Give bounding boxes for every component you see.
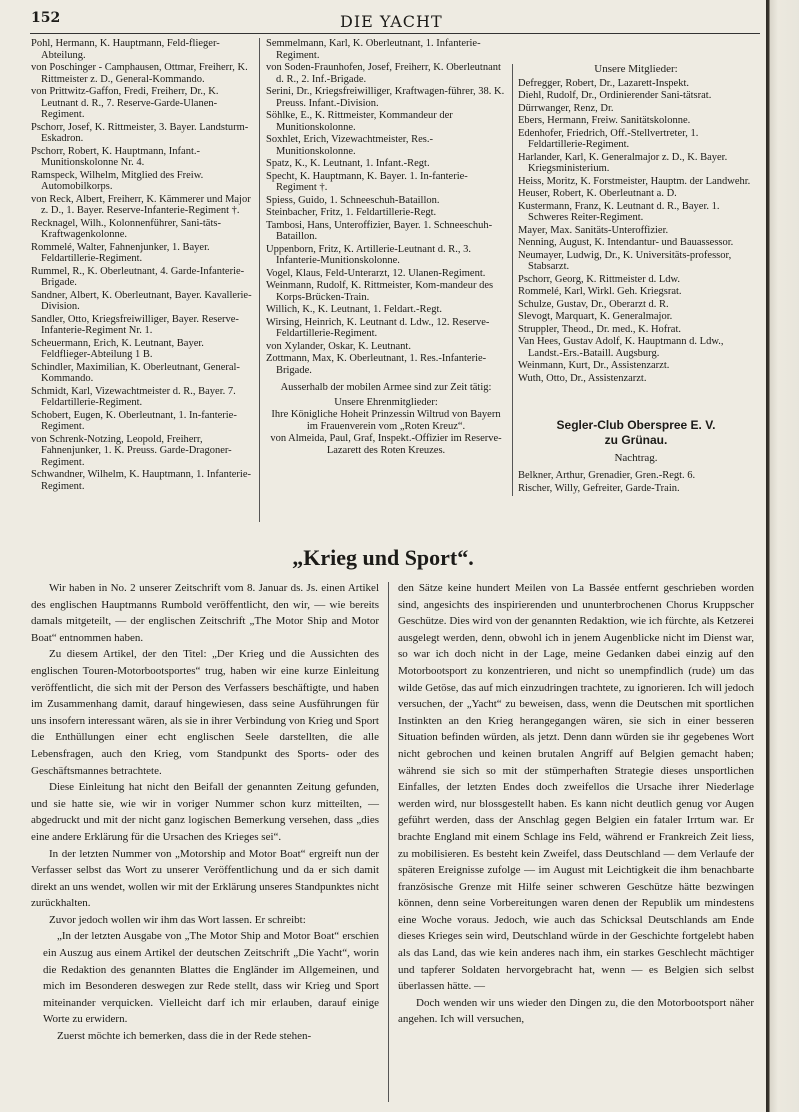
members-heading: Unsere Mitglieder:	[594, 63, 678, 75]
list-item: Schindler, Maximilian, K. Oberleutnant, General-Kommando.	[31, 361, 240, 384]
list-item: Sandner, Albert, K. Oberleutnant, Bayer. Kavallerie-Division.	[31, 289, 252, 312]
list-item: von Xylander, Oskar, K. Leutnant.	[266, 340, 411, 352]
list-item: von Reck, Albert, Freiherr, K. Kämmerer und Major z. D., 1. Bayer. Reserve-Infanterie-Regiment †.	[31, 193, 251, 216]
list-item: Schmidt, Karl, Vizewachtmeister d. R., Bayer. 7. Feldartillerie-Regiment.	[31, 385, 236, 408]
paragraph: den Sätze keine hundert Meilen von La Bassée entfernt geschrieben worden sind, angesichts des inspirierenden und ununterbrochenen Chorus Kruppscher Geschütze. Dies wird von der genannten Redaktion, wie ich fürchte, als Ketzerei ausgelegt werden, denn, obwohl ich in jenem Augenblicke nicht im Dienst war, so war ich doch nicht in der Lage, meine Gedanken dabei einzig auf den Motorbootsport zu konzentrieren, und nicht so unempfindlich (rude) um das wilde Getöse, das auf mich einzudringen trachtete, zu ignorieren. Ich will jedoch versuchen, der „Yacht“ zu beweisen, dass, wenn die Deutschen mit sportlichen Instinkten an den Krieg herangegangen wären, sie sich in einer besseren Situation befinden würden, als jetzt. Denn dann würden sie ihr gegebenes Wort nicht gebrochen und keinen brutalen Angriff auf Belgien gemacht haben; während sie sich so mit der stümperhaften Strategie dieses unsportlichen Einfalles, der letzten Endes doch zweifellos die Ursache ihrer Niederlage werden wird, nur blossgestellt haben. Es kann nicht deutlich genug vor Augen geführt werden, dass der Anschlag gegen Belgien ein fataler Irrtum war. Er brachte England mit einem Schlage ins Feld, während er Frankreich Zeit liess, zu mobilisieren. Es besteht kein Zweifel, dass Deutschland — dem Verlaufe der späteren Ereignisse zufolge — im August mit Leichtigkeit die ihm benachbarte französische Grenze mit Hilfe seiner schweren Geschütze hätte bezwingen können, denn seine Vorbereitungen waren denen der Republik um mindestens eine Woche voraus. Jedoch, wie auch das Schicksal Deutschlands am Ende dieses Krieges sein wird, Deutschland würde in der Geschichte fortgelebt haben als das Land, das wie kein anderes nach ihm, ein starkes Geschlecht mächtiger und tapferer Soldaten hervorgebracht hat, wenn — es Belgien sich selbst überlassen hätte. —	[398, 582, 754, 993]
list-item: Serini, Dr., Kriegsfreiwilliger, Kraftwagen-führer, 38. K. Preuss. Infant.-Division.	[266, 86, 505, 109]
list-item: Neumayer, Ludwig, Dr., K. Universitäts-professor, Stabsarzt.	[518, 249, 732, 272]
paragraph: Zu diesem Artikel, der den Titel: „Der Krieg und die Aussichten des englischen Touren-Motorbootsportes“ trug, haben wir eine kurze Einleitung veröffentlicht, die sich mit der Person des Verfassers beschäftigte, und haben im Zusammenhang damit, darauf hingewiesen, dass seine Ausführungen für uns insofern interessant wären, als sie in ihrer Verbindung von Krieg und Sport die Enthüllungen einer echt englischen Seele darstellten, die alle Lebensfragen, auch den Krieg, vom Standpunkt des Sports- oder des Geschäftsmannes betrachtete.	[31, 648, 379, 777]
list-item: von Schrenk-Notzing, Leopold, Freiherr, Fahnenjunker, 1. K. Preuss. Garde-Dragoner-Regiment.	[31, 433, 232, 468]
list-item: Dürrwanger, Renz, Dr.	[518, 102, 614, 114]
list-item: Heuser, Robert, K. Oberleutnant a. D.	[518, 188, 677, 199]
list-item: Mayer, Max. Sanitäts-Unteroffizier.	[518, 224, 669, 236]
list-item: Wuth, Otto, Dr., Assistenzarzt.	[518, 372, 647, 384]
list-item: Schwandner, Wilhelm, K. Hauptmann, 1. Infanterie-Regiment.	[31, 469, 251, 492]
list-item: Ebers, Hermann, Freiw. Sanitätskolonne.	[518, 115, 691, 126]
list-item: Söhlke, E., K. Rittmeister, Kommandeur der Munitionskolonne.	[266, 110, 453, 133]
list-item: Schulze, Gustav, Dr., Oberarzt d. R.	[518, 298, 669, 310]
list-item: Slevogt, Marquart, K. Generalmajor.	[518, 311, 673, 322]
list-item: Harlander, Karl, K. Generalmajor z. D., K. Bayer. Kriegsministerium.	[518, 151, 728, 174]
member-list-column-2	[266, 38, 506, 457]
list-item: Sandler, Otto, Kriegsfreiwilliger, Bayer. Reserve-Infanterie-Regiment Nr. 1.	[31, 313, 239, 336]
list-item: Willich, K., K. Leutnant, 1. Feldart.-Regt.	[266, 304, 442, 315]
quote-paragraph: „In der letzten Ausgabe von „The Motor Ship and Motor Boat“ erschien ein Auszug aus einem Artikel der deutschen Zeitschrift „Die Yacht“, worin die Redaktion des genannten Blattes die Engländer im Allgemeinen, und mich im Besonderen deswegen zur Rede stellt, dass wir Krieg und Sport miteinander verquicken. Vielleicht darf ich mir erlauben, darauf einige Worte zu erwidern.	[43, 930, 379, 1026]
list-item: Ramspeck, Wilhelm, Mitglied des Freiw. Automobilkorps.	[31, 169, 204, 192]
list-item: Nenning, August, K. Intendantur- und Bauassessor.	[518, 237, 734, 248]
section-intro: Ausserhalb der mobilen Armee sind zur Zeit tätig:	[280, 382, 492, 393]
paragraph: Diese Einleitung hat nicht den Beifall der genannten Zeitung gefunden, und sie hatte sie, wie wir in voriger Nummer schon kurz mitteilten, — abgedruckt und mit der nicht ganz logischen Bemerkung versehen, dass „dies eine andere Erklärung für die Ursachen des Krieges sei“.	[31, 781, 379, 843]
article-column-right	[398, 580, 754, 1028]
paragraph: Zuvor jedoch wollen wir ihm das Wort lassen. Er schreibt:	[49, 913, 306, 926]
list-item: von Prittwitz-Gaffon, Fredi, Freiherr, Dr., K. Leutnant d. R., 7. Reserve-Garde-Ulanen-Regiment.	[31, 86, 219, 120]
list-item: Semmelmann, Karl, K. Oberleutnant, 1. Infanterie-Regiment.	[266, 38, 481, 61]
article-divider	[388, 582, 389, 1102]
list-item: Tambosi, Hans, Unteroffizier, Bayer. 1. Schneeschuh-Bataillon.	[266, 219, 493, 242]
list-item: Struppler, Theod., Dr. med., K. Hofrat.	[518, 323, 681, 335]
paragraph: Wir haben in No. 2 unserer Zeitschrift vom 8. Januar ds. Js. einen Artikel des englischen Hauptmanns Rumbold veröffentlicht, den wir, — wie bereits damals mitgeteilt, — der englischen Zeitschrift „The Motor Ship and Motor Boat“ entnommen haben.	[31, 582, 379, 644]
list-item: Rommelé, Karl, Wirkl. Geh. Kriegsrat.	[518, 286, 682, 297]
member-list-column-1	[31, 38, 253, 493]
list-item: Scheuermann, Erich, K. Leutnant, Bayer. Feldflieger-Abteilung 1 B.	[31, 337, 204, 360]
nachtrag-label: Nachtrag.	[614, 452, 658, 464]
article-column-left	[31, 580, 379, 1045]
list-item: Soxhlet, Erich, Vizewachtmeister, Res.-Munitionskolonne.	[266, 134, 434, 157]
list-item: Spiess, Guido, 1. Schneeschuh-Bataillon.	[266, 194, 440, 206]
page-number: 152	[31, 10, 61, 26]
club-heading	[518, 418, 754, 448]
running-head: DIE YACHT	[340, 12, 443, 31]
paragraph: In der letzten Nummer von „Motorship and Motor Boat“ ergreift nun der Verfasser selbst das Wort zu unserer Veröffentlichung und da er sich damit direkt an uns wendet, wollen wir mit der Erklärung unseres Standpunktes nicht zurückhalten.	[31, 847, 379, 910]
club-member-list	[518, 470, 754, 495]
list-item: Pschorr, Josef, K. Rittmeister, 3. Bayer. Landsturm-Eskadron.	[31, 121, 249, 144]
list-item: Zottmann, Max, K. Oberleutnant, 1. Res.-Infanterie-Brigade.	[266, 353, 487, 376]
page-edge	[766, 0, 799, 1112]
list-item: Spatz, K., K. Leutnant, 1. Infant.-Regt.	[266, 158, 430, 169]
list-item: Diehl, Rudolf, Dr., Ordinierender Sani-tätsrat.	[518, 90, 712, 101]
list-item: Rummel, R., K. Oberleutnant, 4. Garde-Infanterie-Brigade.	[31, 265, 245, 288]
member-list-column-3	[518, 64, 754, 385]
list-item: Recknagel, Wilh., Kolonnenführer, Sani-täts-Kraftwagenkolonne.	[31, 217, 221, 240]
list-item: Weinmann, Rudolf, K. Rittmeister, Kom-mandeur des Korps-Brücken-Train.	[266, 280, 494, 303]
column-divider	[259, 38, 260, 522]
list-item: Edenhofer, Friedrich, Off.-Stellvertreter, 1. Feldartillerie-Regiment.	[518, 127, 699, 150]
list-item: Schobert, Eugen, K. Oberleutnant, 1. In-fanterie-Regiment.	[31, 409, 237, 432]
list-item: Pschorr, Robert, K. Hauptmann, Infant.-Munitionskolonne Nr. 4.	[31, 145, 200, 168]
list-item: Vogel, Klaus, Feld-Unterarzt, 12. Ulanen-Regiment.	[266, 267, 486, 279]
list-item: Rommelé, Walter, Fahnenjunker, 1. Bayer. Feldartillerie-Regiment.	[31, 241, 210, 264]
list-item: Rischer, Willy, Gefreiter, Garde-Train.	[518, 482, 680, 494]
column-divider	[512, 64, 513, 496]
list-item: Ihre Königliche Hoheit Prinzessin Wiltrud von Bayern im Frauenverein vom „Roten Kreuz“.	[271, 409, 501, 432]
quote-paragraph: Zuerst möchte ich bemerken, dass die in der Rede stehen-	[57, 1030, 312, 1043]
header-rule	[30, 33, 760, 34]
list-item: Steinbacher, Fritz, 1. Feldartillerie-Regt.	[266, 207, 437, 218]
list-item: Van Hees, Gustav Adolf, K. Hauptmann d. Ldw., Landst.-Ers.-Bataill. Augsburg.	[518, 336, 724, 359]
article-title: „Krieg und Sport“.	[292, 545, 474, 570]
list-item: von Almeida, Paul, Graf, Inspekt.-Offizier im Reserve-Lazarett des Roten Kreuzes.	[270, 433, 502, 456]
list-item: Belkner, Arthur, Grenadier, Gren.-Regt. 6.	[518, 470, 696, 481]
list-item: Pohl, Hermann, K. Hauptmann, Feld-flieger-Abteilung.	[31, 38, 220, 61]
list-item: Kustermann, Franz, K. Leutnant d. R., Bayer. 1. Schweres Reiter-Regiment.	[518, 200, 720, 223]
list-item: Heiss, Moritz, K. Forstmeister, Hauptm. der Landwehr.	[518, 175, 751, 187]
paragraph: Doch wenden wir uns wieder den Dingen zu, die den Motorbootsport näher angehen. Ich will versuchen,	[398, 996, 754, 1026]
club-name: Segler-Club Oberspree E. V.	[556, 418, 716, 432]
list-item: Pschorr, Georg, K. Rittmeister d. Ldw.	[518, 273, 681, 285]
list-item: Defregger, Robert, Dr., Lazarett-Inspekt.	[518, 77, 690, 89]
list-item: Weinmann, Kurt, Dr., Assistenzarzt.	[518, 360, 670, 371]
list-item: von Poschinger - Camphausen, Ottmar, Freiherr, K. Rittmeister z. D., General-Kommando.	[31, 62, 248, 85]
list-item: Specht, K. Hauptmann, K. Bayer. 1. In-fanterie-Regiment †.	[266, 170, 468, 193]
list-item: von Soden-Fraunhofen, Josef, Freiherr, K. Oberleutnant d. R., 2. Inf.-Brigade.	[266, 62, 501, 85]
list-item: Wirsing, Heinrich, K. Leutnant d. Ldw., 12. Reserve-Feldartillerie-Regiment.	[266, 316, 490, 339]
honorary-members-heading: Unsere Ehrenmitglieder:	[334, 396, 438, 408]
club-location: zu Grünau.	[604, 433, 668, 447]
list-item: Uppenborn, Fritz, K. Artillerie-Leutnant d. R., 3. Infanterie-Munitionskolonne.	[266, 243, 472, 266]
